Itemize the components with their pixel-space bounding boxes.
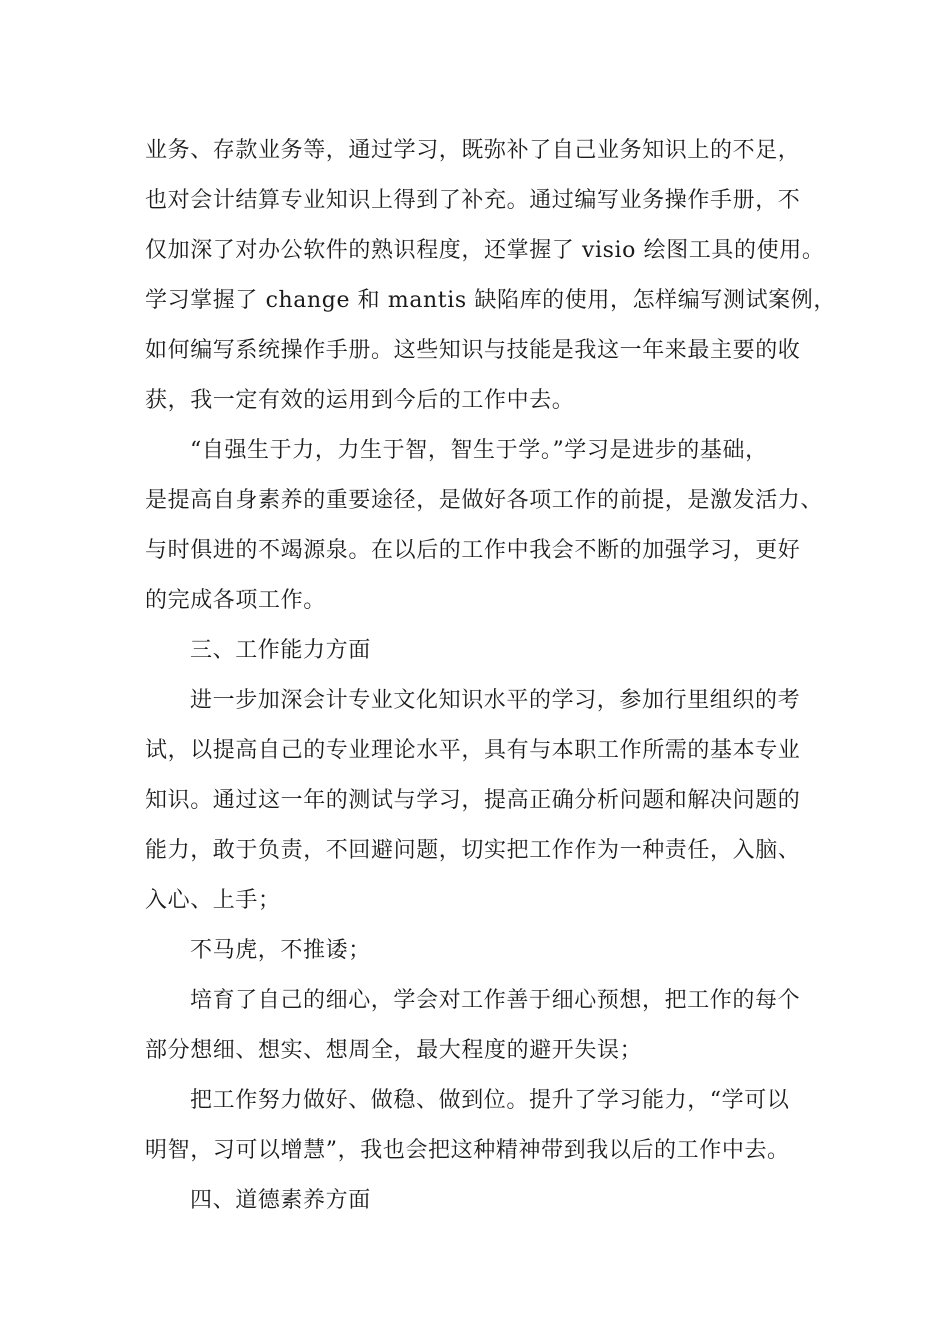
text-line: 试，以提高自己的专业理论水平，具有与本职工作所需的基本专业: [145, 738, 801, 763]
text-line: 是提高自身素养的重要途径，是做好各项工作的前提，是激发活力、: [145, 488, 824, 513]
text-line: 与时俱进的不竭源泉。在以后的工作中我会不断的加强学习，更好: [145, 538, 801, 563]
text-line: 入心、上手；: [145, 888, 281, 913]
paragraph-first-line: 不马虎，不推诿；: [190, 938, 371, 963]
text-line: 仅加深了对办公软件的熟识程度，还掌握了 visio 绘图工具的使用。: [145, 238, 825, 263]
text-line: 学习掌握了 change 和 mantis 缺陷库的使用，怎样编写测试案例，: [145, 288, 836, 313]
section-heading: 四、道德素养方面: [190, 1188, 371, 1213]
paragraph-first-line: “自强生于力，力生于智，智生于学。”学习是进步的基础，: [190, 438, 768, 463]
text-line: 获，我一定有效的运用到今后的工作中去。: [145, 388, 575, 413]
text-line: 部分想细、想实、想周全，最大程度的避开失误；: [145, 1038, 643, 1063]
text-line: 也对会计结算专业知识上得到了补充。通过编写业务操作手册，不: [145, 188, 801, 213]
paragraph-first-line: 进一步加深会计专业文化知识水平的学习，参加行里组织的考: [190, 688, 801, 713]
paragraph-first-line: 培育了自己的细心，学会对工作善于细心预想，把工作的每个: [190, 988, 801, 1013]
text-line: 能力，敢于负责，不回避问题，切实把工作作为一种责任，入脑、: [145, 838, 801, 863]
paragraph-first-line: 把工作努力做好、做稳、做到位。提升了学习能力，“学可以: [190, 1088, 790, 1113]
section-heading: 三、工作能力方面: [190, 638, 371, 663]
text-line: 业务、存款业务等，通过学习，既弥补了自己业务知识上的不足，: [145, 138, 801, 163]
text-line: 如何编写系统操作手册。这些知识与技能是我这一年来最主要的收: [145, 338, 801, 363]
text-line: 明智，习可以增慧”，我也会把这种精神带到我以后的工作中去。: [145, 1138, 790, 1163]
text-line: 知识。通过这一年的测试与学习，提高正确分析问题和解决问题的: [145, 788, 801, 813]
text-line: 的完成各项工作。: [145, 588, 326, 613]
